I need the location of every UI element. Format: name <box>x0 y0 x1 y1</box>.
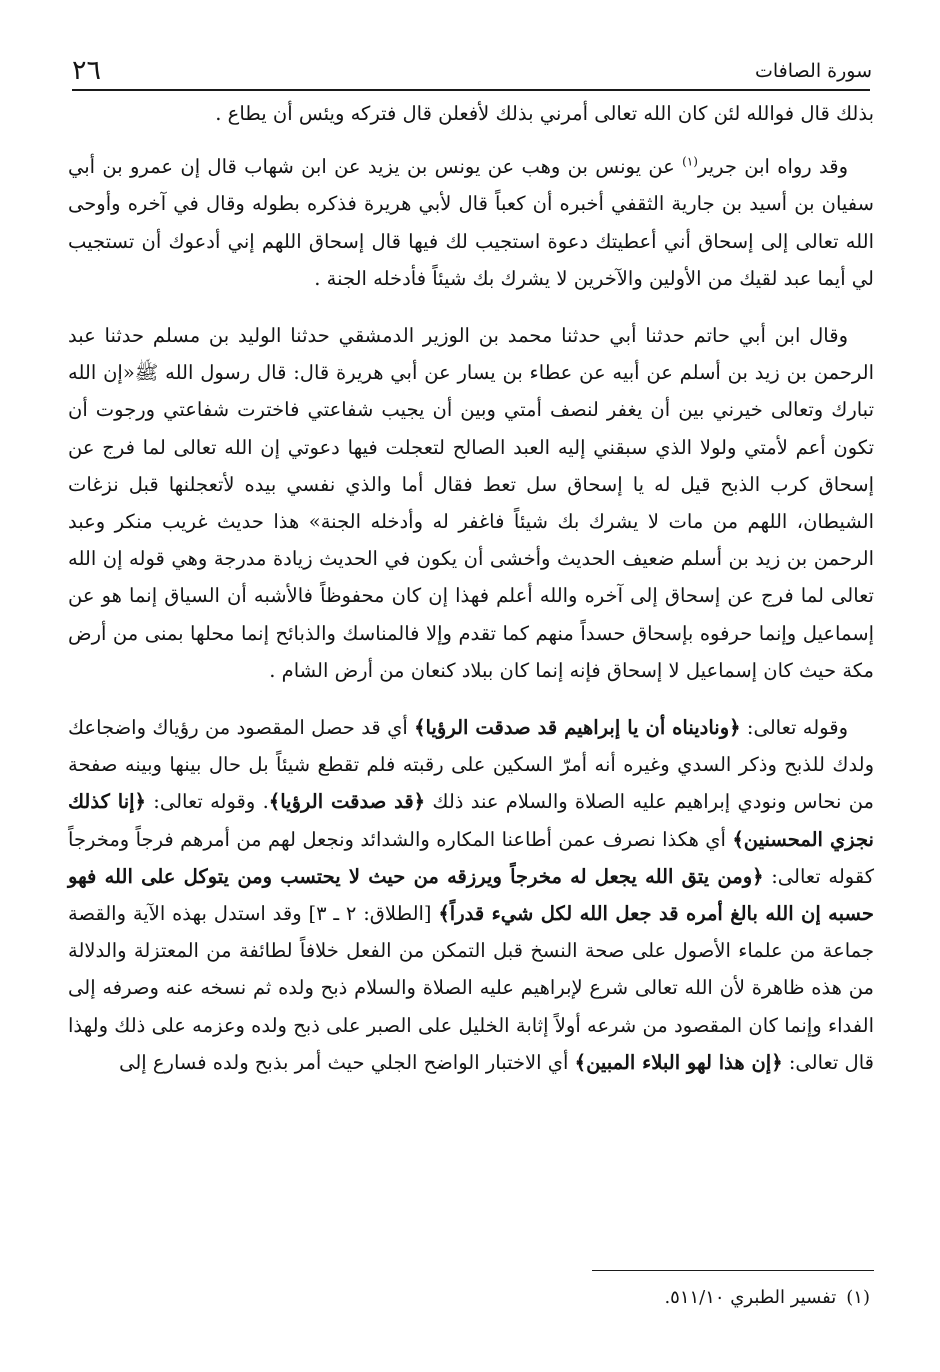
paragraph-2 <box>68 148 874 297</box>
p3-text-b: هذا حديث غريب منكر وعبد الرحمن بن زيد بن أسلم ضعيف الحديث وأخشى أن يكون في الحديث زيادة مدرجة وهي قوله إن الله تعالى لما فرج عن إسحاق إلى آخره والله أعلم فهذا إن كان محفوظاً فالأشبه أن السياق إنما هو عن إسماعيل وإنما حرفوه بإسحاق حسداً منهم كما تقدم وإلا فالمناسك والذبائح إنما محلها بمنى من أرض مكة حيث كان إسماعيل لا إسحاق فإنه إنما كان ببلاد كنعان من أرض الشام . <box>68 510 874 682</box>
header-rule <box>72 89 870 91</box>
paragraph-4 <box>68 709 874 1081</box>
footnote <box>560 1283 870 1313</box>
footnote-marker: (١) <box>682 154 698 169</box>
p3-text-a: وقال ابن أبي حاتم حدثنا أبي حدثنا محمد بن الوزير الدمشقي حدثنا الوليد بن مسلم حدثنا عبد الرحمن بن زيد بن أسلم عن أبيه عن عطاء بن يسار عن أبي هريرة قال: قال رسول الله ﷺ <box>68 324 874 385</box>
p4-text-e: [الطلاق: ٢ ـ ٣] وقد استدل بهذه الآية والقصة جماعة من علماء الأصول على صحة النسخ قبل التمكن من الفعل خلافاً لطائفة من المعتزلة والدلالة من هذه ظاهرة لأن الله تعالى شرع لإبراهيم عليه الصلاة والسلام ذبح ولده ثم نسخه عنه وصرفه إلى الفداء وإنما كان المقصود من شرعه أولاً إثابة الخليل على الصبر على ذبح ولده وعزمه على ذلك ولهذا قال تعالى: <box>68 902 875 1074</box>
footnote-rule <box>592 1270 874 1271</box>
quran-verse-3: ﴿إنا كذلك نجزي المحسنين﴾ <box>68 790 874 851</box>
p4-text-b: أي قد حصل المقصود من رؤياك واضجاعك ولدك للذبح وذكر السدي وغيره أنه أمرّ السكين على رقبته فلم تقطع شيئاً بل حال بينها وبينه صفحة من نحاس ونودي إبراهيم عليه الصلاة والسلام عند ذلك <box>68 716 874 814</box>
page-number: ٢٦ <box>72 55 102 86</box>
running-title: سورة الصافات <box>755 60 872 82</box>
quran-verse-4: ﴿ومن يتق الله يجعل له مخرجاً ويرزقه من حيث لا يحتسب ومن يتوكل على الله فهو حسبه إن الله بالغ أمره قد جعل الله لكل شيء قدراً﴾ <box>68 864 874 926</box>
footnote-text: تفسير الطبري ٥١١/١٠. <box>664 1287 837 1308</box>
p4-text-d: أي هكذا نصرف عمن أطاعنا المكاره والشدائد ونجعل لهم من أمرهم فرجاً ومخرجاً كقوله تعالى: <box>68 827 874 888</box>
paragraph-3 <box>68 317 874 689</box>
footnote-number: (١) <box>846 1287 870 1308</box>
p1-text: بذلك قال فوالله لئن كان الله تعالى أمرني بذلك لأفعلن قال فتركه ويئس أن يطاع . <box>215 102 874 125</box>
p4-text-c: . وقوله تعالى: <box>145 790 269 814</box>
p4-text-a: وقوله تعالى: <box>740 716 848 740</box>
p2-text-a: وقد رواه ابن جرير <box>697 155 848 179</box>
p4-text-f: أي الاختبار الواضح الجلي حيث أمر بذبح ولده فسارع إلى <box>119 1050 575 1074</box>
paragraph-1 <box>68 95 874 132</box>
main-text <box>68 95 874 1081</box>
p2-text-b: عن يونس بن وهب عن يونس بن يزيد عن ابن شهاب قال إن عمرو بن أبي سفيان بن أسيد بن جارية الثقفي أخبره أن كعباً قال لأبي هريرة فذكره بطوله وقال في آخره وأوحى الله تعالى إلى إسحاق أني أعطيتك دعوة استجيب لك فيها قال إسحاق اللهم إني أدعوك أن تستجيب لي أيما عبد لقيك من الأولين والآخرين لا يشرك بك شيئاً فأدخله الجنة . <box>68 155 874 290</box>
hadith-quote: «إن الله تبارك وتعالى خيرني بين أن يغفر لنصف أمتي وبين أن يجيب شفاعتي فاخترت شفاعتي ورجوت أن تكون أعم لأمتي ولولا الذي سبقني إليه العبد الصالح لتعجلت فيها دعوتي إن الله تعالى لما فرج عن إسحاق كرب الذبح قيل له يا إسحاق سل تعط فقال أما والذي نفسي بيده لأتعجلنها قبل نزغات الشيطان، اللهم من مات لا يشرك بك شيئاً فاغفر له وأدخله الجنة» <box>68 361 874 534</box>
page-header <box>72 52 872 86</box>
quran-verse-1: ﴿وناديناه أن يا إبراهيم قد صدقت الرؤيا﴾ <box>414 716 741 740</box>
quran-verse-5: ﴿إن هذا لهو البلاء المبين﴾ <box>574 1050 783 1074</box>
quran-verse-2: ﴿قد صدقت الرؤيا﴾ <box>268 790 426 814</box>
